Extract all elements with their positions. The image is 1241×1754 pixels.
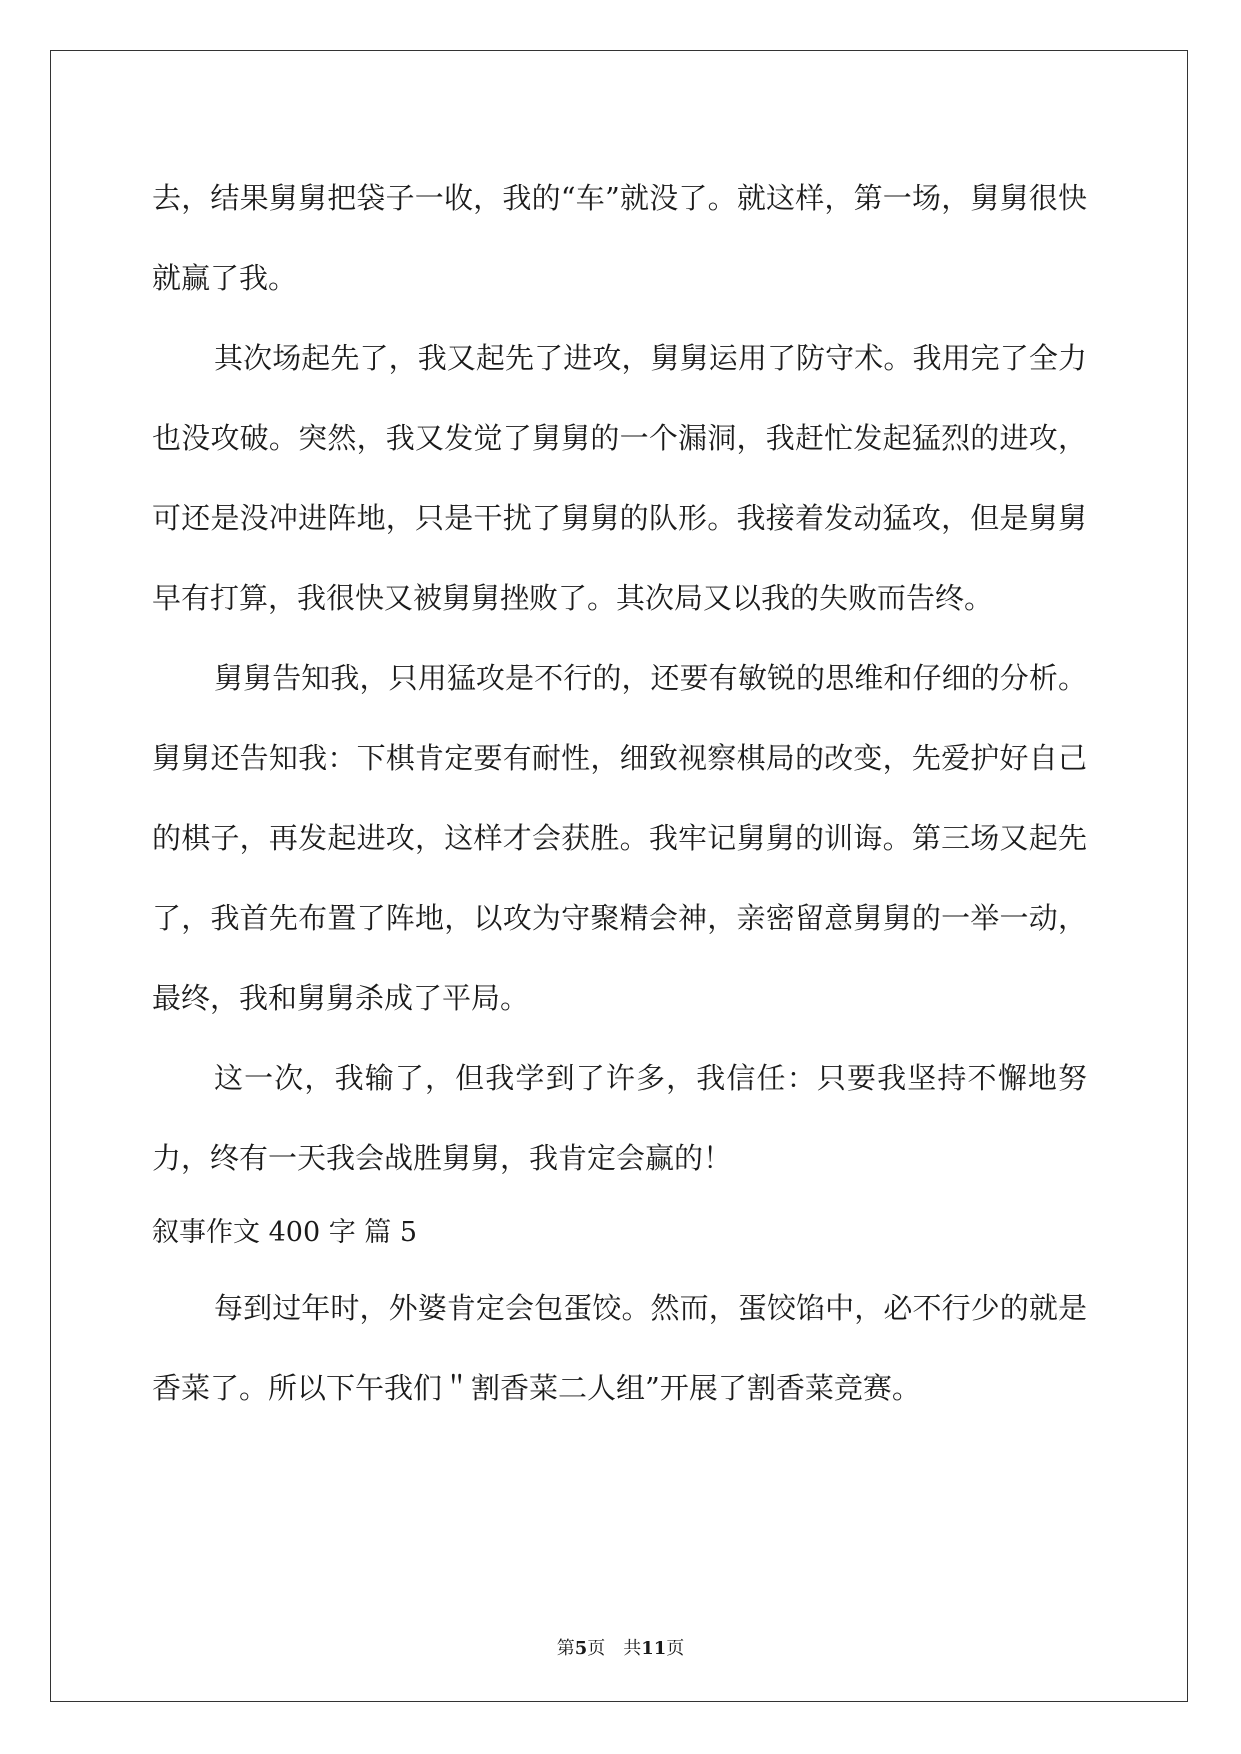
current-page-number: 5	[574, 1638, 588, 1659]
footer-suffix: 页	[666, 1638, 685, 1659]
document-body	[152, 158, 1087, 1428]
paragraph-5: 每到过年时，外婆肯定会包蛋饺。然而，蛋饺馅中，必不行少的就是香菜了。所以下午我们＂割香菜二人组”开展了割香菜竞赛。	[152, 1291, 1087, 1405]
paragraph-3: 舅舅告知我，只用猛攻是不行的，还要有敏锐的思维和仔细的分析。舅舅还告知我：下棋肯定要有耐性，细致视察棋局的改变，先爱护好自己的棋子，再发起进攻，这样才会获胜。我牢记舅舅的训诲。第三场又起先了，我首先布置了阵地，以攻为守聚精会神，亲密留意舅舅的一举一动，最终，我和舅舅杀成了平局。	[152, 661, 1087, 1015]
footer-middle: 页 共	[587, 1638, 642, 1659]
total-page-number: 11	[641, 1638, 667, 1659]
paragraph-1: 去，结果舅舅把袋子一收，我的“车”就没了。就这样，第一场，舅舅很快就赢了我。	[152, 181, 1087, 295]
page-footer	[0, 1634, 1241, 1660]
paragraph-2: 其次场起先了，我又起先了进攻，舅舅运用了防守术。我用完了全力也没攻破。突然，我又发觉了舅舅的一个漏洞，我赶忙发起猛烈的进攻，可还是没冲进阵地，只是干扰了舅舅的队形。我接着发动猛攻，但是舅舅早有打算，我很快又被舅舅挫败了。其次局又以我的失败而告终。	[152, 341, 1087, 615]
paragraph-4: 这一次，我输了，但我学到了许多，我信任：只要我坚持不懈地努力，终有一天我会战胜舅舅，我肯定会赢的！	[152, 1061, 1087, 1175]
section-heading: 叙事作文 400 字 篇 5	[152, 1217, 418, 1248]
footer-prefix: 第	[556, 1638, 575, 1659]
